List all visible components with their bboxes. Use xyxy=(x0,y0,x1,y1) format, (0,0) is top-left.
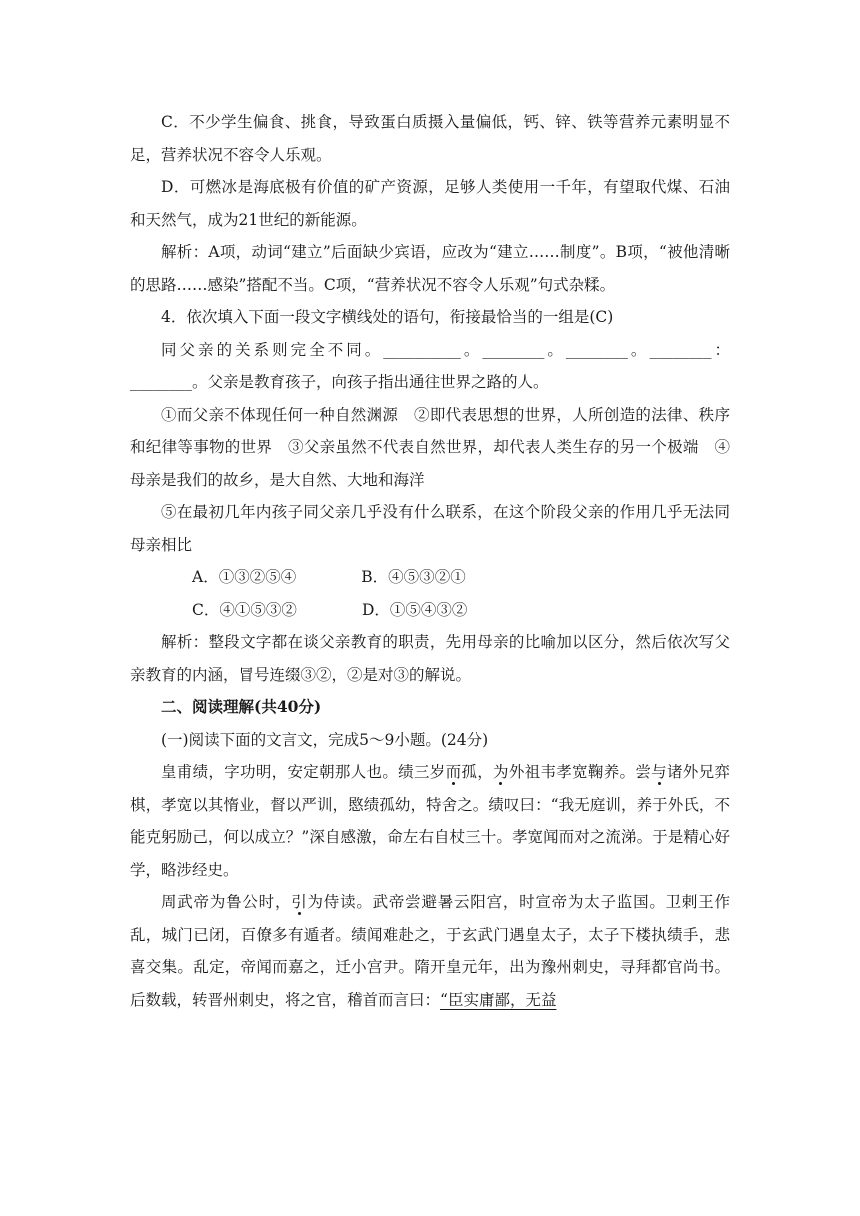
q4-analysis: 解析：整段文字都在谈父亲教育的职责，先用母亲的比喻加以区分，然后依次写父亲教育的内涵，冒号连缀③②，②是对③的解说。 xyxy=(130,633,730,684)
q4-options-ab xyxy=(130,561,730,594)
classical-paragraph-2: 周武帝为鲁公时，引为侍读。武帝尝避暑云阳宫，时宣帝为太子监国。卫剌王作乱，城门已闭，百僚多有遁者。绩闻难赴之，于玄武门遇皇太子，太子下楼执绩手，悲喜交集。乱定，帝闻而嘉之，迁小宫尹。隋开皇元年，出为豫州刺史，寻拜都官尚书。后数载，转晋州刺史，将之官，稽首而言曰：“臣实庸鄙，无益 xyxy=(130,893,730,1009)
section-subheading: (一)阅读下面的文言文，完成5～9小题。(24分) xyxy=(161,730,489,749)
q4-option-b: B．④⑤③②① xyxy=(361,568,466,586)
q4-option-c: C．④①⑤③② xyxy=(192,600,297,619)
q4-option-d: D．①⑤④③② xyxy=(361,600,468,619)
emphasis-mark: 引 xyxy=(291,893,308,911)
q4-sentence-5: ⑤在最初几年内孩子同父亲几乎没有什么联系，在这个阶段父亲的作用几乎无法同母亲相比 xyxy=(130,503,730,554)
q4-option-a: A．①③②⑤④ xyxy=(192,568,297,586)
q4-sentences: ①而父亲不体现任何一种自然渊源 ②即代表思想的世界，人所创造的法律、秩序和纪律等事物的世界 ③父亲虽然不代表自然世界，却代表人类生存的另一个极端 ④母亲是我们的故乡，是大自然、大地和海洋 xyxy=(130,405,730,489)
q3-option-c: C．不少学生偏食、挑食，导致蛋白质摄入量偏低，钙、锌、铁等营养元素明显不足，营养状况不容令人乐观。 xyxy=(130,113,730,164)
document-page xyxy=(130,106,730,1016)
q4-stem: 4．依次填入下面一段文字横线处的语句，衔接最恰当的一组是(C) xyxy=(161,308,614,326)
q3-option-d: D．可燃冰是海底极有价值的矿产资源，足够人类使用一千年，有望取代煤、石油和天然气，成为21世纪的新能源。 xyxy=(130,178,730,229)
q4-passage: 同父亲的关系则完全不同。__________。________。________。________：________。父亲是教育孩子，向孩子指出通往世界之路的人。 xyxy=(130,340,730,391)
section-heading: 二、阅读理解(共40分) xyxy=(161,697,322,716)
emphasis-mark: 而 xyxy=(445,763,462,781)
underlined-sentence: “臣实庸鄙，无益 xyxy=(440,990,557,1009)
classical-paragraph-1: 皇甫绩，字功明，安定朝那人也。绩三岁而孤，为外祖韦孝宽鞠养。尝与诸外兄弈棋，孝宽以其惰业，督以严训，愍绩孤幼，特舍之。绩叹曰：“我无庭训，养于外氏，不能克躬励己，何以成立？”深自感激，命左右自杖三十。孝宽闻而对之流涕。于是精心好学，略涉经史。 xyxy=(130,763,730,879)
q4-options-cd xyxy=(130,594,730,627)
q3-analysis: 解析：A项，动词“建立”后面缺少宾语，应改为“建立……制度”。B项，“被他清晰的思路……感染”搭配不当。C项，“营养状况不容令人乐观”句式杂糅。 xyxy=(130,243,730,294)
emphasis-mark: 与 xyxy=(651,763,667,781)
emphasis-mark: 为 xyxy=(493,763,509,781)
